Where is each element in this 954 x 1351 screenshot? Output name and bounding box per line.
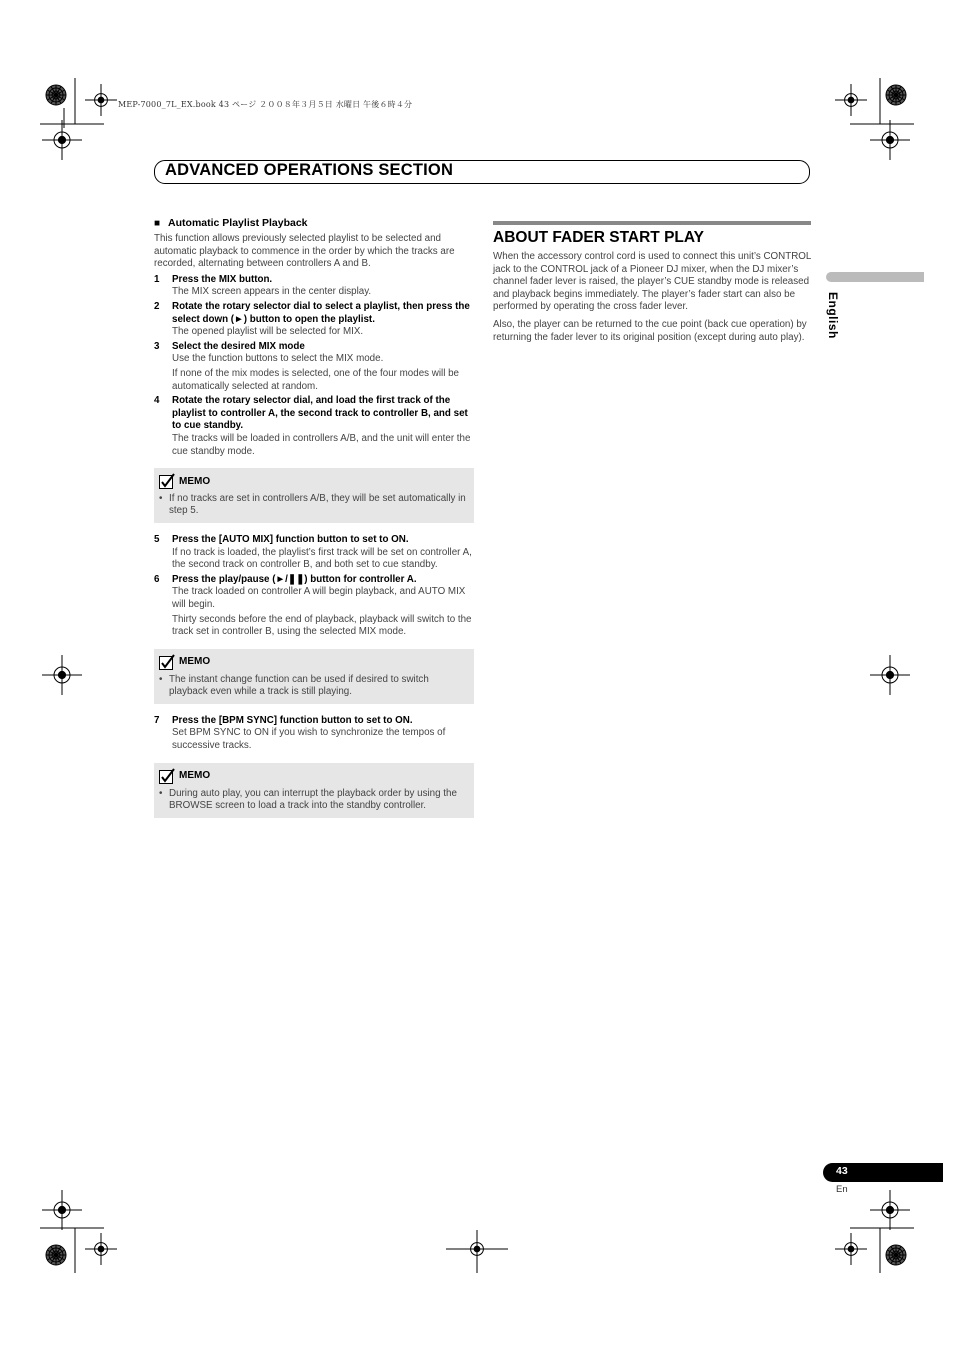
memo-box-3 <box>154 763 474 818</box>
step-number: 4 <box>154 395 160 407</box>
step-instruction: Press the MIX button. <box>172 273 273 285</box>
memo-header <box>159 654 469 670</box>
step-number: 5 <box>154 534 160 546</box>
step-instruction: Rotate the rotary selector dial, and load the first track of the playlist to controller A, the second track to controller B, and set to cue standby. <box>172 395 468 432</box>
memo-item <box>159 674 469 698</box>
step-description: The MIX screen appears in the center display. <box>172 286 372 298</box>
memo-box-1 <box>154 468 474 523</box>
page-language: En <box>836 1184 848 1195</box>
step-number: 2 <box>154 300 160 312</box>
bullet: • <box>159 493 163 505</box>
step-number: 6 <box>154 573 160 585</box>
step-4 <box>154 395 474 458</box>
memo-text: During auto play, you can interrupt the playback order by using the BROWSE screen to load a track into the standby controller. <box>169 787 457 811</box>
section-heading: ABOUT FADER START PLAY <box>493 229 704 246</box>
memo-title: MEMO <box>179 656 211 668</box>
step-number: 1 <box>154 273 160 285</box>
steps-group-c <box>154 715 474 753</box>
step-instruction: Press the play/pause (►/❚❚) button for controller A. <box>172 573 417 585</box>
step-2 <box>154 301 474 339</box>
step-6 <box>154 574 474 639</box>
heading-rule <box>493 221 811 225</box>
step-1 <box>154 274 474 299</box>
checkmark-icon <box>159 768 175 784</box>
page-number: 43 <box>836 1165 848 1177</box>
step-description: Thirty seconds before the end of playback, playback will switch to the track set in controller B, using the selected MIX mode. <box>172 613 472 638</box>
checkmark-icon <box>159 654 175 670</box>
step-instruction: Select the desired MIX mode <box>172 340 305 352</box>
paragraph-1: When the accessory control cord is used to connect this unit’s CONTROL jack to the CONTROL jack of a Pioneer DJ mixer, when the DJ mixer’s channel fader lever is raised, the player’s CUE standby mode is released and playback begins immediately. The player’s fader start can also be performed by operating the cross fader lever. <box>493 251 811 313</box>
memo-text: The instant change function can be used if desired to switch playback even while a track is still playing. <box>169 673 429 697</box>
step-description: Set BPM SYNC to ON if you wish to synchronize the tempos of successive tracks. <box>172 727 446 752</box>
step-description: The tracks will be loaded in controllers A/B, and the unit will enter the cue standby mode. <box>172 432 471 457</box>
memo-item <box>159 493 469 517</box>
print-header: MEP-7000_7L_EX.book 43 ページ ２００８年３月５日 水曜日 午後６時４分 <box>118 100 413 109</box>
checkmark-icon <box>159 473 175 489</box>
step-description: If no track is loaded, the playlist’s first track will be set on controller A, the second track on controller B, and both set to cue standby. <box>172 546 472 571</box>
section-title: ADVANCED OPERATIONS SECTION <box>165 161 454 179</box>
memo-item <box>159 788 469 812</box>
step-number: 3 <box>154 340 160 352</box>
step-instruction: Press the [AUTO MIX] function button to set to ON. <box>172 534 409 546</box>
step-instruction: Press the [BPM SYNC] function button to set to ON. <box>172 714 413 726</box>
paragraph-2: Also, the player can be returned to the cue point (back cue operation) by returning the fader lever to its original position (except during auto play). <box>493 318 807 343</box>
step-description: The opened playlist will be selected for MIX. <box>172 326 364 338</box>
step-5 <box>154 534 474 572</box>
step-description: If none of the mix modes is selected, one of the four modes will be automatically selected at random. <box>172 367 459 392</box>
memo-box-2 <box>154 649 474 704</box>
steps-group-b <box>154 534 474 639</box>
step-3 <box>154 341 474 393</box>
step-description: Use the function buttons to select the MIX mode. <box>172 353 384 365</box>
right-column <box>493 221 811 347</box>
square-bullet-icon: ■ <box>154 218 161 229</box>
language-tab-bar <box>826 272 924 282</box>
step-7 <box>154 715 474 753</box>
language-tab-label: English <box>826 292 840 339</box>
memo-title: MEMO <box>179 475 211 487</box>
intro-paragraph: This function allows previously selected playlist to be selected and automatic playback to commence in the order by which the tracks are recorded, alternating between controllers A and B. <box>154 233 455 270</box>
step-instruction: Rotate the rotary selector dial to select a playlist, then press the select down (►) button to open the playlist. <box>172 300 470 325</box>
sub-heading <box>154 217 474 229</box>
bullet: • <box>159 673 163 685</box>
memo-header <box>159 473 469 489</box>
sub-heading-text: Automatic Playlist Playback <box>168 217 308 229</box>
memo-title: MEMO <box>179 770 211 782</box>
left-column <box>154 217 474 829</box>
bullet: • <box>159 787 163 799</box>
memo-header <box>159 768 469 784</box>
memo-text: If no tracks are set in controllers A/B, they will be set automatically in step 5. <box>169 493 466 517</box>
steps-group-a <box>154 274 474 458</box>
step-number: 7 <box>154 714 160 726</box>
step-description: The track loaded on controller A will begin playback, and AUTO MIX will begin. <box>172 586 466 611</box>
